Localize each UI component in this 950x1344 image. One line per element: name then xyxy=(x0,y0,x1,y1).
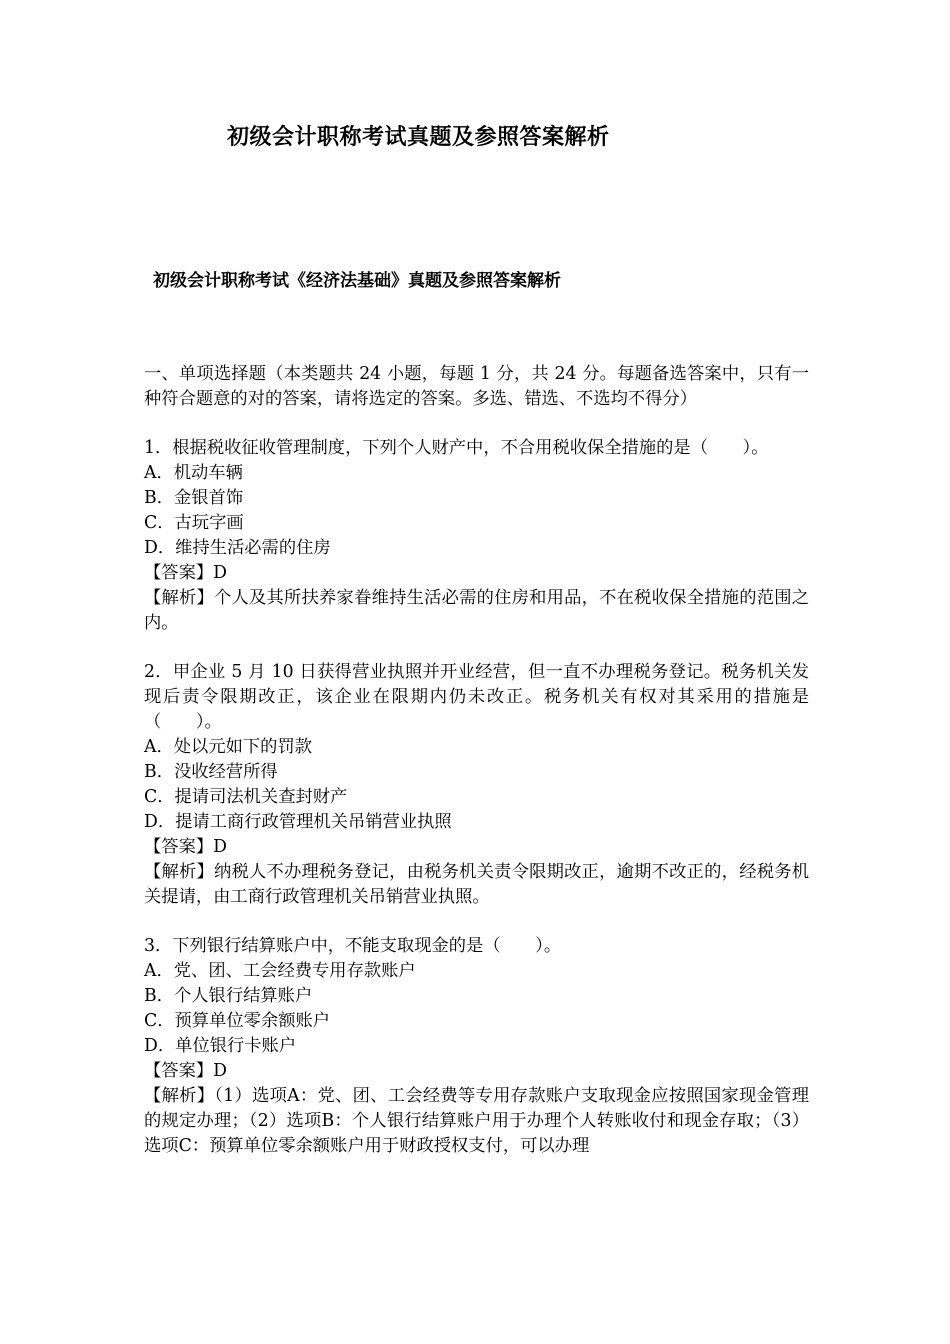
document-body xyxy=(144,362,809,1159)
option-b: B．金银首饰 xyxy=(144,488,244,508)
question-stem: 1．根据税收征收管理制度，下列个人财产中，不合用税收保全措施的是（ ）。 xyxy=(144,438,769,458)
spacer xyxy=(144,412,809,436)
document-subtitle: 初级会计职称考试《经济法基础》真题及参照答案解析 xyxy=(153,271,561,291)
question-stem: 3．下列银行结算账户中，不能支取现金的是（ ）。 xyxy=(144,936,562,956)
option-a: A．党、团、工会经费专用存款账户 xyxy=(144,961,416,981)
option-b: B．没收经营所得 xyxy=(144,762,278,782)
analysis-text: 【解析】个人及其所扶养家眷维持生活必需的住房和用品，不在税收保全措施的范围之内。 xyxy=(144,588,809,633)
option-a: A．机动车辆 xyxy=(144,463,243,483)
answer-line: 【答案】D xyxy=(144,837,227,857)
question-block xyxy=(144,436,809,636)
option-c: C．古玩字画 xyxy=(144,513,244,533)
document-title: 初级会计职称考试真题及参照答案解析 xyxy=(227,125,610,150)
answer-line: 【答案】D xyxy=(144,563,227,583)
answer-line: 【答案】D xyxy=(144,1061,227,1081)
option-c: C．提请司法机关查封财产 xyxy=(144,787,348,807)
analysis-text: 【解析】纳税人不办理税务登记，由税务机关责令限期改正，逾期不改正的，经税务机关提请，由工商行政管理机关吊销营业执照。 xyxy=(144,862,809,907)
analysis-text: 【解析】（1）选项A：党、团、工会经费等专用存款账户支取现金应按照国家现金管理的规定办理；（2）选项B：个人银行结算账户用于办理个人转账收付和现金存取；（3）选项C：预算单位零余额账户用于财政授权支付，可以办理 xyxy=(144,1086,809,1156)
option-d: D．提请工商行政管理机关吊销营业执照 xyxy=(144,812,452,832)
question-block xyxy=(144,934,809,1159)
spacer xyxy=(144,636,809,660)
option-d: D．维持生活必需的住房 xyxy=(144,538,331,558)
spacer xyxy=(144,910,809,934)
question-stem: 2．甲企业 5 月 10 日获得营业执照并开业经营，但一直不办理税务登记。税务机关发现后责令限期改正，该企业在限期内仍未改正。税务机关有权对其采用的措施是（ ）。 xyxy=(144,662,809,732)
option-a: A．处以元如下的罚款 xyxy=(144,737,313,757)
option-d: D．单位银行卡账户 xyxy=(144,1036,297,1056)
section-intro: 一、单项选择题（本类题共 24 小题，每题 1 分，共 24 分。每题备选答案中，只有一种符合题意的对的答案，请将选定的答案。多选、错选、不选均不得分） xyxy=(144,364,809,409)
option-b: B．个人银行结算账户 xyxy=(144,986,313,1006)
option-c: C．预算单位零余额账户 xyxy=(144,1011,331,1031)
question-block xyxy=(144,660,809,910)
